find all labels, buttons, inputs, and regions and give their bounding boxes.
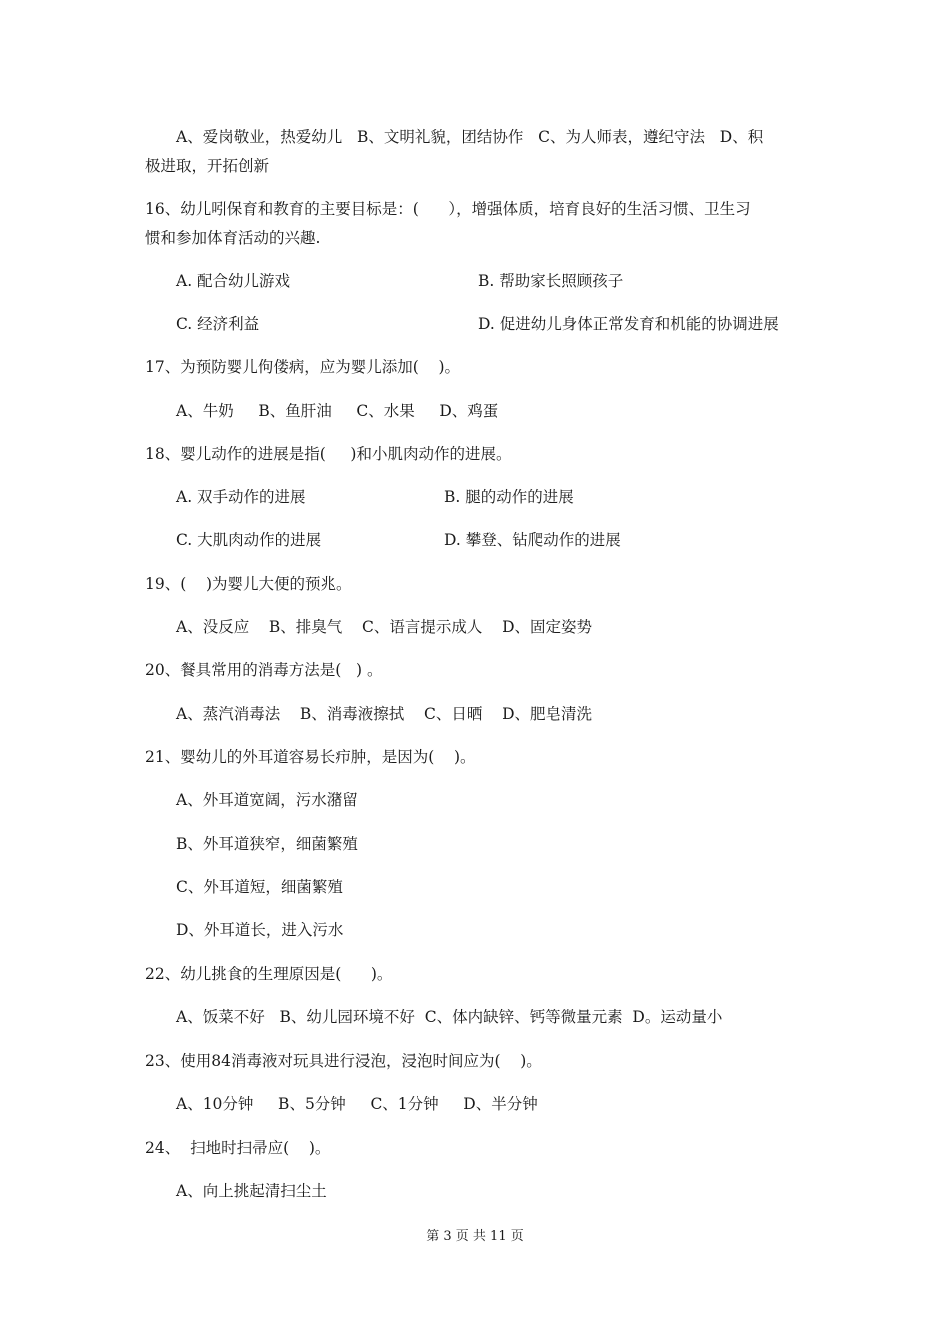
q21-option-c: C、外耳道短，细菌繁殖 (176, 878, 343, 896)
q21-option-b: B、外耳道狭窄，细菌繁殖 (176, 835, 358, 853)
q18-option-a: A. 双手动作的进展 (176, 488, 306, 506)
q23-stem: 23、使用84消毒液对玩具进行浸泡，浸泡时间应为( )。 (145, 1052, 542, 1070)
q18-option-d: D. 攀登、钻爬动作的进展 (444, 531, 621, 549)
q17-options: A、牛奶 B、鱼肝油 C、水果 D、鸡蛋 (176, 402, 499, 420)
q16-option-c: C. 经济利益 (176, 315, 260, 333)
q19-stem: 19、( )为婴儿大便的预兆。 (145, 575, 352, 593)
q23-options: A、10分钟 B、5分钟 C、1分钟 D、半分钟 (176, 1095, 538, 1113)
q18-option-c: C. 大肌肉动作的进展 (176, 531, 322, 549)
q16-stem-line2: 惯和参加体育活动的兴趣. (145, 229, 321, 247)
q21-option-d: D、外耳道长，进入污水 (176, 921, 344, 939)
q19-options: A、没反应 B、排臭气 C、语言提示成人 D、固定姿势 (176, 618, 592, 636)
q21-option-a: A、外耳道宽阔，污水潴留 (176, 791, 358, 809)
q21-stem: 21、婴幼儿的外耳道容易长疖肿，是因为( )。 (145, 748, 476, 766)
q16-option-d: D. 促进幼儿身体正常发育和机能的协调进展 (478, 315, 779, 333)
q16-option-a: A. 配合幼儿游戏 (176, 272, 291, 290)
q16-option-b: B. 帮助家长照顾孩子 (478, 272, 624, 290)
q20-options: A、蒸汽消毒法 B、消毒液擦拭 C、日晒 D、肥皂清洗 (176, 705, 592, 723)
q17-stem: 17、为预防婴儿佝偻病，应为婴儿添加( )。 (145, 358, 461, 376)
q15-options-line1: A、爱岗敬业，热爱幼儿 B、文明礼貌，团结协作 C、为人师表，遵纪守法 D、积 (176, 128, 764, 146)
q24-stem: 24、 扫地时扫帚应( )。 (145, 1139, 331, 1157)
q15-options-line2: 极进取，开拓创新 (145, 157, 270, 175)
q22-options: A、饭菜不好 B、幼儿园环境不好 C、体内缺锌、钙等微量元素 D。运动量小 (176, 1008, 723, 1026)
q20-stem: 20、餐具常用的消毒方法是( ) 。 (145, 661, 383, 679)
q16-stem-line1: 16、幼儿吲保育和教育的主要目标是：( ），增强体质，培育良好的生活习惯、卫生习 (145, 200, 751, 218)
page-number-footer: 第 3 页 共 11 页 (426, 1229, 524, 1244)
q18-stem: 18、婴儿动作的进展是指( )和小肌肉动作的进展。 (145, 445, 512, 463)
q24-option-a: A、向上挑起清扫尘土 (176, 1182, 327, 1200)
q22-stem: 22、幼儿挑食的生理原因是( )。 (145, 965, 393, 983)
q18-option-b: B. 腿的动作的进展 (444, 488, 574, 506)
